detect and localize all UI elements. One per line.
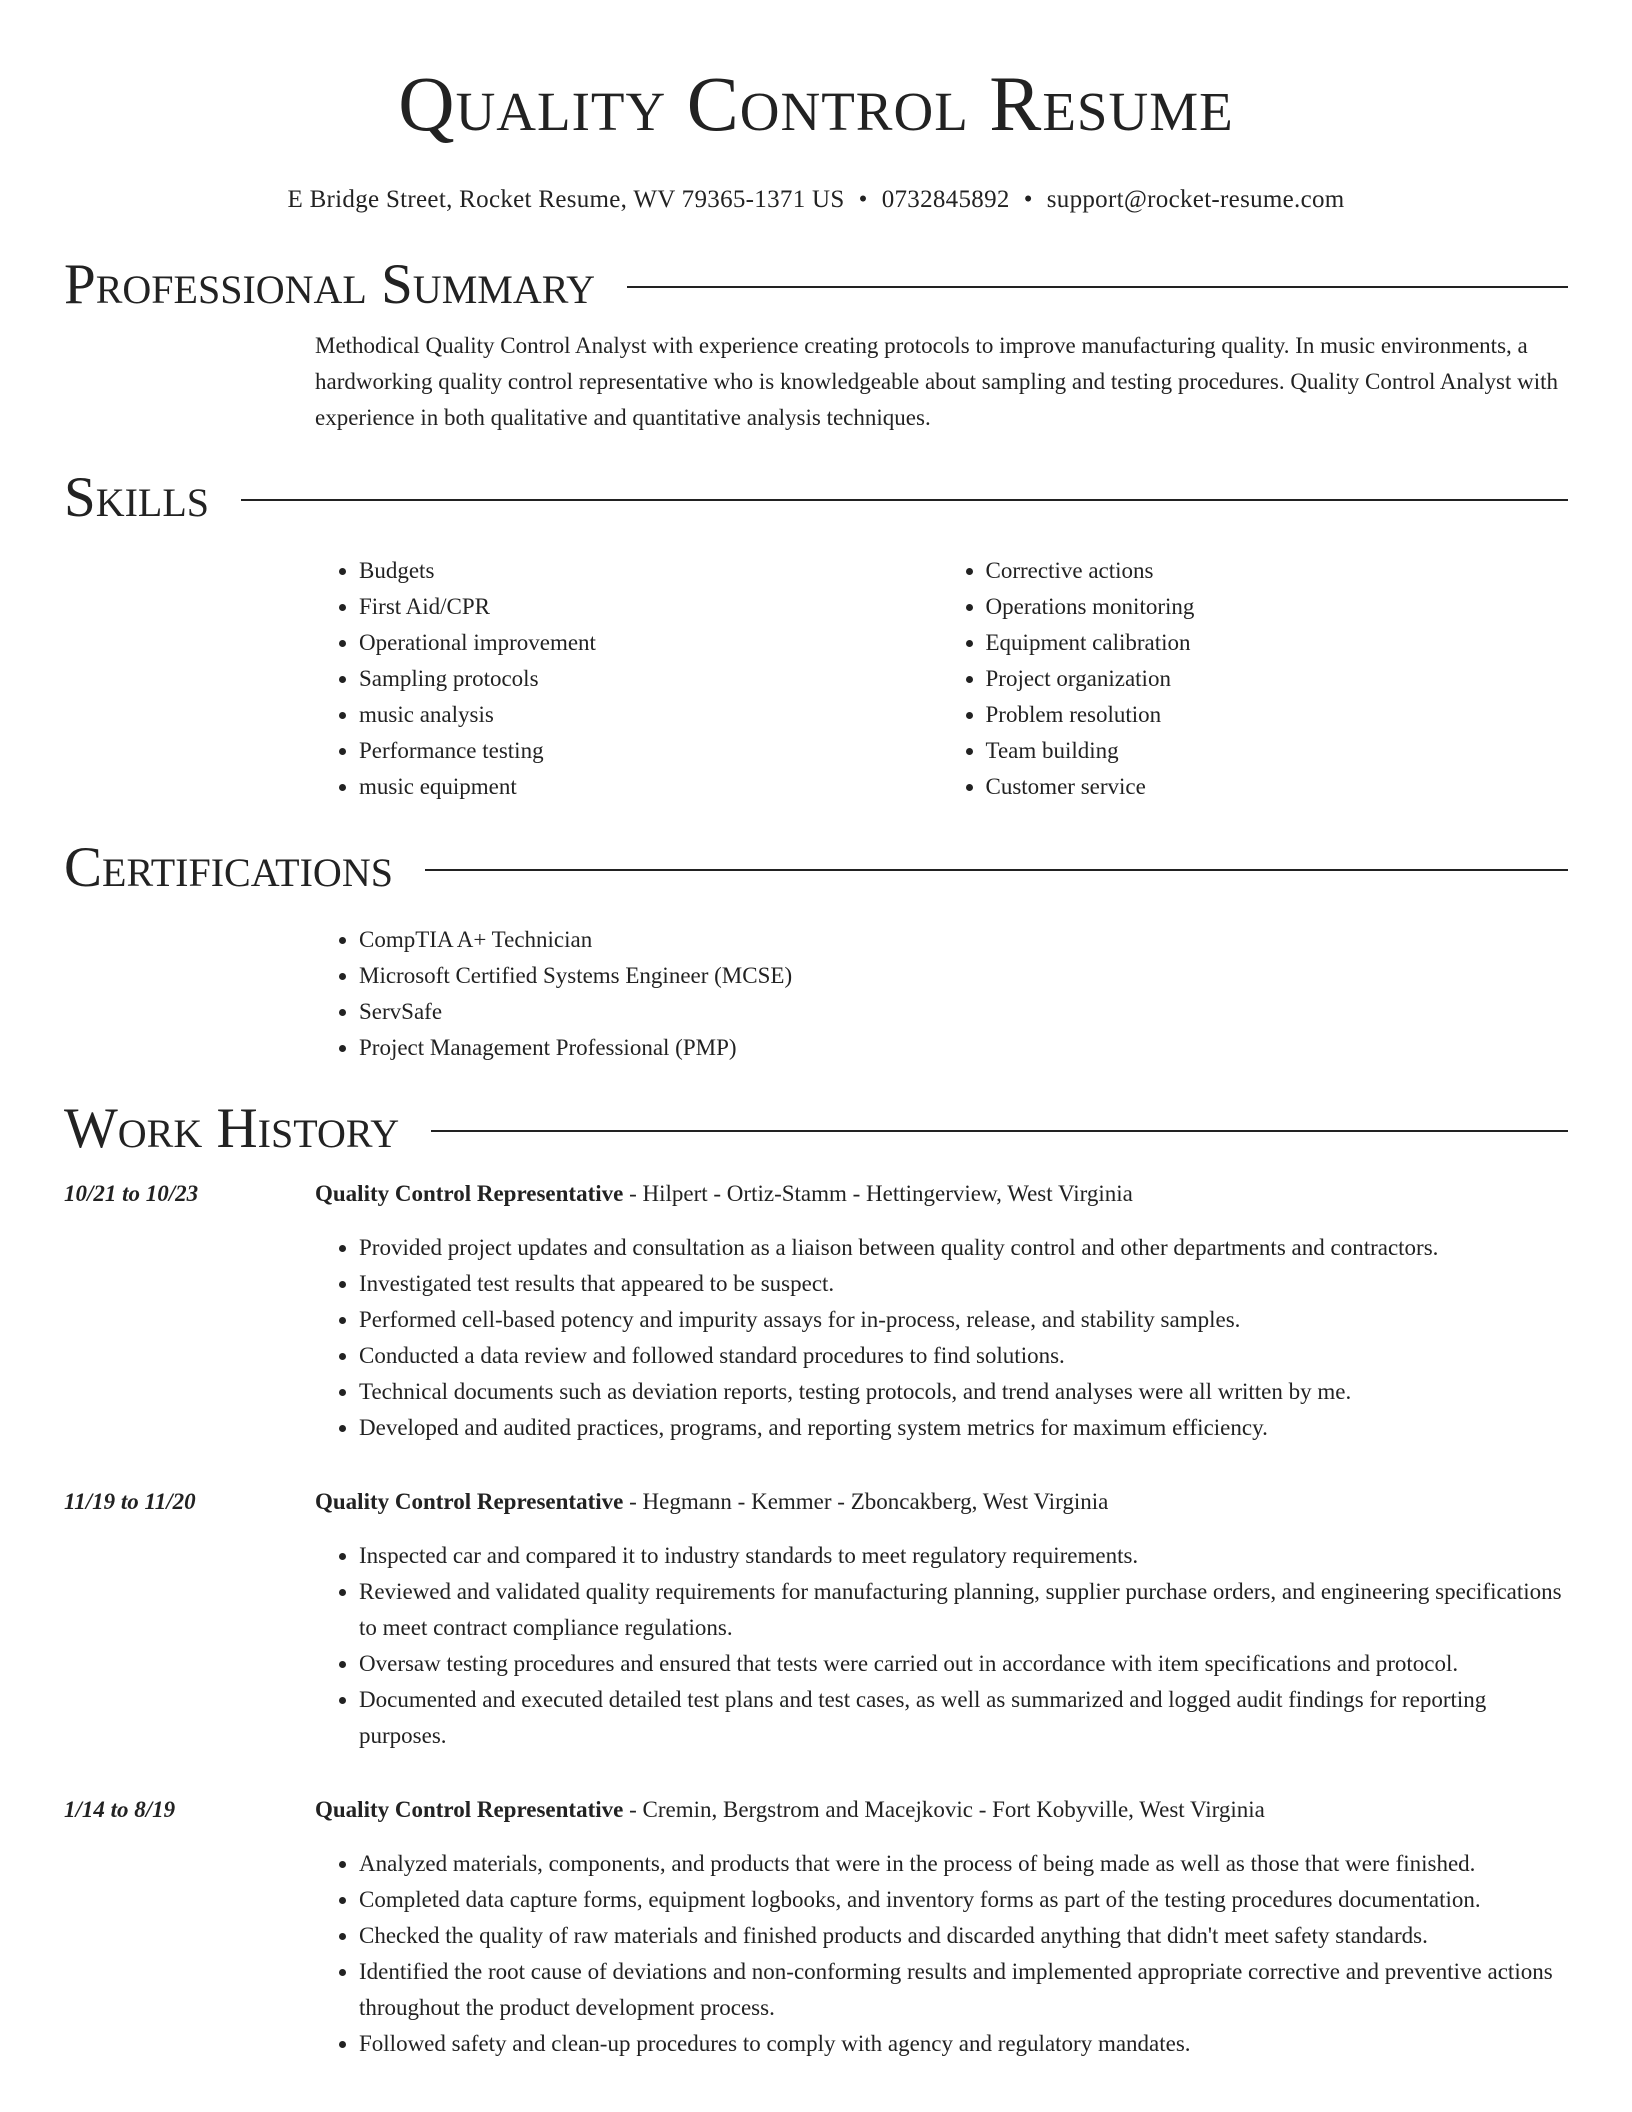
skill-item: • First Aid/CPR (359, 589, 942, 625)
skill-item: • Sampling protocols (359, 661, 942, 697)
skill-item: • Performance testing (359, 733, 942, 769)
skill-item: • Corrective actions (986, 553, 1569, 589)
skill-item: • Problem resolution (986, 697, 1569, 733)
job-details (315, 1176, 1568, 1446)
skill-item: • Project organization (986, 661, 1569, 697)
job-entry (64, 1176, 1568, 1446)
job-date: 10/21 to 10/23 (64, 1181, 199, 1206)
job-bullet: • Conducted a data review and followed standard procedures to find solutions. (359, 1338, 1568, 1374)
skill-item: • Operations monitoring (986, 589, 1569, 625)
section-divider (425, 869, 1568, 871)
job-bullet: • Documented and executed detailed test plans and test cases, as well as summarized and logged audit findings for reporting purposes. (359, 1682, 1568, 1754)
work-section-title: Work History (64, 1097, 400, 1160)
work-history-list (64, 1176, 1568, 2062)
job-bullet: • Reviewed and validated quality requirements for manufacturing planning, supplier purchase orders, and engineering specifications to meet contract compliance regulations. (359, 1574, 1568, 1646)
job-employer: - Cremin, Bergstrom and Macejkovic - Fort Kobyville, West Virginia (623, 1797, 1265, 1822)
contact-phone: 0732845892 (881, 186, 1010, 213)
job-details (315, 1484, 1568, 1754)
job-bullet: • Performed cell-based potency and impurity assays for in-process, release, and stability samples. (359, 1302, 1568, 1338)
job-bullet: • Oversaw testing procedures and ensured that tests were carried out in accordance with item specifications and protocol. (359, 1646, 1568, 1682)
job-bullets (315, 1846, 1568, 2062)
section-divider (241, 499, 1568, 501)
certification-item: • CompTIA A+ Technician (359, 922, 1568, 958)
job-bullets (315, 1538, 1568, 1754)
summary-section-header (64, 250, 1568, 320)
job-bullet: • Identified the root cause of deviations and non-conforming results and implemented appropriate corrective and preventive actions throughout the product development process. (359, 1954, 1568, 2026)
job-bullet: • Inspected car and compared it to industry standards to meet regulatory requirements. (359, 1538, 1568, 1574)
job-entry (64, 1792, 1568, 2062)
certifications-list-wrap (315, 922, 1568, 1066)
certifications-list (315, 922, 1568, 1066)
contact-line (64, 184, 1568, 216)
contact-email: support@rocket-resume.com (1046, 186, 1345, 213)
job-entry (64, 1484, 1568, 1754)
job-bullet: • Analyzed materials, components, and products that were in the process of being made as well as those that were finished. (359, 1846, 1568, 1882)
job-bullet: • Investigated test results that appeared to be suspect. (359, 1266, 1568, 1302)
certifications-section-header (64, 833, 1568, 903)
certification-item: • Microsoft Certified Systems Engineer (MCSE) (359, 958, 1568, 994)
contact-separator: • (858, 186, 868, 213)
certification-item: • Project Management Professional (PMP) (359, 1030, 1568, 1066)
job-bullet: • Completed data capture forms, equipment logbooks, and inventory forms as part of the testing procedures documentation. (359, 1882, 1568, 1918)
job-bullet: • Developed and audited practices, programs, and reporting system metrics for maximum efficiency. (359, 1410, 1568, 1446)
job-date: 11/19 to 11/20 (64, 1489, 196, 1514)
skills-column-left (315, 553, 942, 805)
job-bullet: • Technical documents such as deviation reports, testing protocols, and trend analyses were all written by me. (359, 1374, 1568, 1410)
job-bullets (315, 1230, 1568, 1446)
job-employer: - Hegmann - Kemmer - Zboncakberg, West Virginia (623, 1489, 1109, 1514)
job-role: Quality Control Representative (315, 1489, 624, 1514)
job-title-line (315, 1484, 1568, 1520)
summary-text: Methodical Quality Control Analyst with experience creating protocols to improve manufacturing quality. In music environments, a hardworking quality control representative who is knowledgeable about sampling and testing procedures. Quality Control Analyst with experience in both qualitative and quantitative analysis techniques. (315, 333, 1559, 430)
job-employer: - Hilpert - Ortiz-Stamm - Hettingerview, West Virginia (623, 1181, 1133, 1206)
skills-column-right (942, 553, 1569, 805)
job-bullet: • Followed safety and clean-up procedures to comply with agency and regulatory mandates. (359, 2026, 1568, 2062)
job-title-line (315, 1792, 1568, 1828)
skill-item: • Operational improvement (359, 625, 942, 661)
job-role: Quality Control Representative (315, 1797, 624, 1822)
section-divider (431, 1130, 1568, 1132)
work-section-header (64, 1094, 1568, 1164)
skill-item: • music analysis (359, 697, 942, 733)
contact-address: E Bridge Street, Rocket Resume, WV 79365-1371 US (287, 186, 845, 213)
skill-item: • Team building (986, 733, 1569, 769)
job-title-line (315, 1176, 1568, 1212)
certifications-section-title: Certifications (64, 836, 393, 899)
job-date: 1/14 to 8/19 (64, 1797, 176, 1822)
skill-item: • music equipment (359, 769, 942, 805)
skill-item: • Equipment calibration (986, 625, 1569, 661)
skill-item: • Budgets (359, 553, 942, 589)
summary-section-title: Professional Summary (64, 253, 596, 316)
skills-section-header (64, 463, 1568, 533)
job-details (315, 1792, 1568, 2062)
skills-section-title: Skills (64, 466, 210, 529)
contact-separator: • (1023, 186, 1033, 213)
resume-title: Quality Control Resume (398, 60, 1234, 147)
skill-item: • Customer service (986, 769, 1569, 805)
job-role: Quality Control Representative (315, 1181, 624, 1206)
certification-item: • ServSafe (359, 994, 1568, 1030)
skills-list (315, 553, 1568, 805)
job-bullet: • Checked the quality of raw materials and finished products and discarded anything that didn't meet safety standards. (359, 1918, 1568, 1954)
job-bullet: • Provided project updates and consultation as a liaison between quality control and other departments and contractors. (359, 1230, 1568, 1266)
section-divider (627, 286, 1568, 288)
